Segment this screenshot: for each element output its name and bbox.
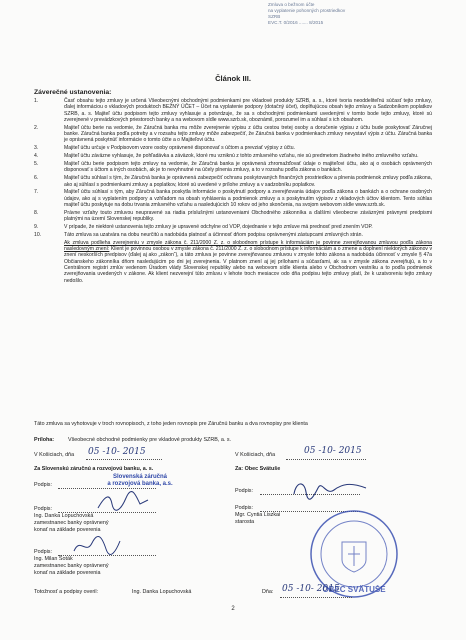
- provision-item: [34, 189, 432, 208]
- header-stamp-line: Zmluva o bežnom účte: [268, 2, 315, 7]
- right-sign-label: Podpis:: [235, 488, 253, 494]
- provision-number: 1.: [34, 98, 39, 104]
- left-party-name: Za Slovenskú záručnú a rozvojovú banku, a. s.: [34, 466, 154, 472]
- provision-number: 4.: [34, 153, 39, 160]
- provision-item: [34, 210, 432, 223]
- provision-number: 7.: [34, 189, 39, 196]
- provision-text: V prípade, že niektoré ustanovenia tejto zmluvy je upravené odchylne od VOP, dojednanie v tejto zmluve má prednosť pred znením VOP.: [64, 224, 373, 231]
- provision-text: Majiteľ účtu berie podpisom tejto zmluvy na vedomie, že Záručná banka je oprávnená zhromažďovať údaje o majiteľovi účtu, ako aj o osobách oprávnených disponovať s účtom a iných osobách, ak je to nevyhnutné na účely plnenia zmluvy, a to v rozsahu podľa zákona o bankách.: [64, 161, 432, 174]
- appendix-label: Príloha:: [34, 437, 55, 443]
- provision-number: 9.: [34, 224, 39, 231]
- verification-date-line: [280, 597, 352, 598]
- provision-number: 2.: [34, 124, 39, 131]
- provision-text: Časť obsahu tejto zmluvy je určená Všeobecnými obchodnými podmienkami pre vkladové produkty SZRB, a. s., ktoré tvoria neoddeliteľnú súčasť tejto zmluvy, ďalej informáciou o vkladových produktoch BEŽNÝ ÚČET – Účet na vyplatenie podpory (dotačný účet), doplňujúcou obsah tejto zmluvy a Sadzobníkom poplatkov SZRB, a. s. Majiteľ účtu podpisom tejto zmluvy vyhlasuje a potvrdzuje, že sa s obchodnými podmienkami uvedenými v tomto bode tejto zmluvy, ktoré sú zverejnené v prevádzkových priestoroch banky a na webovom sídle www.szrb.sk, oboznámil, porozumel im a súhlasí s ich obsahom.: [64, 98, 432, 123]
- provision-text: Majiteľ účtu berie na vedomie, že Záručná banka mu môže zverejnenie výpisu z účtu cestou tretej osoby a doručenie výpisu z účtu bude poskytovať Záručnej banke. Záručná banka podľa potreby a v rozsahu tejto zmluvy môže zabezpečiť, že Záručná banka v podmienkach zmluvy nevystaví výpis z účtu. Záručná banka je oprávnená poskytnúť informácie o tomto účte a o Majiteľovi účtu.: [64, 124, 432, 144]
- provision-text: Majiteľ účtu súhlasí s tým, že Záručná banka je oprávnená zabezpečiť ochranu poskytovaných finančných prostriedkov a plnenia podmienok zmluvy podľa zákona, ako aj súhlasí s podmienkami zmluvy a poplatkov, ktoré sú uvedené v prílohe zmluvy a v sadzobníku poplatkov.: [64, 175, 432, 188]
- provision-text: Majiteľ účtu záväzne vyhlasuje, že pohľadávka a záväzok, ktoré mu vzniknú z tohto zmluvného vzťahu, nie sú predmetom žiadneho iného zmluvného vzťahu.: [64, 153, 419, 160]
- seal-text: OBEC SVÄTUŠE: [322, 585, 386, 594]
- provision-item: [34, 145, 432, 151]
- provision-item: [34, 153, 432, 159]
- left-signer2-name: Ing. Milan Šoták: [34, 556, 73, 562]
- verification-date-label: Dňa:: [262, 589, 274, 595]
- header-stamp-line: EVC.T. 0/2016 ....... 8/2015: [268, 20, 324, 25]
- provision-text: Majiteľ účtu súhlasí s tým, aby Záručná banka poskytla informácie o poskytnutí podpory a zverejňovania údajov podľa zákona o bankách a o ochrane osobných údajov, ako aj s vyplatením podpory a vzhľadom na obsah vyhlásenia a podmienok zmluvy a s poskytnutím výpisov z vkladových účtov klientom. Tento súhlas majiteľ účtu poskytuje na dobu trvania zmluvného vzťahu a nasledujúcich 10 rokov od jeho skončenia, na svojom webovom sídle www.szrb.sk.: [64, 189, 432, 209]
- right-party-name: Za: Obec Svätuše: [235, 466, 281, 472]
- provision-item: [34, 232, 432, 238]
- provision-number: 8.: [34, 209, 39, 216]
- closing-statement: Táto zmluva sa vyhotovuje v troch rovnopisoch, z toho jeden rovnopis pre Záručnú banku a dva rovnopisy pre klienta: [34, 421, 308, 427]
- header-stamp-line: SZRB: [268, 14, 281, 19]
- page-number: 2: [231, 606, 235, 612]
- article-title: Článok III.: [215, 74, 251, 83]
- left-signer1-authority: konať na základe poverenia: [34, 527, 101, 533]
- provision-number: 3.: [34, 145, 39, 152]
- left-sign-label: Podpis:: [34, 482, 52, 488]
- left-signer1-sign-label: Podpis:: [34, 506, 52, 512]
- left-signer2-authority: konať na základe poverenia: [34, 570, 101, 576]
- appendix-text: Všeobecné obchodné podmienky pre vkladové produkty SZRB, a. s.: [68, 437, 232, 443]
- right-signer-name: Mgr. Cyntia Liszkai: [235, 512, 281, 518]
- verification-name: Ing. Danka Lopuchovská: [132, 589, 192, 595]
- provision-number: 10.: [34, 231, 42, 238]
- header-stamp-line: na vyplatenie pohonných prostriedkov: [268, 8, 346, 13]
- publication-note: [34, 240, 432, 284]
- provision-text: Právne vzťahy touto zmluvou neupravené sa riadia príslušnými ustanoveniami Obchodného zákonníka a ďalšími všeobecne záväznými právnymi predpismi platnými na území Slovenskej republiky.: [64, 209, 432, 223]
- provision-text: Táto zmluva sa uzatvára na dobu neurčitú a nadobúda platnosť a účinnosť dňom podpisu oprávnenými zástupcami zmluvných strán.: [64, 231, 363, 238]
- left-sign-line: [58, 488, 156, 489]
- left-handwritten-date: 05 -10- 2015: [88, 447, 146, 457]
- header-registration-stamp: [268, 2, 364, 50]
- right-signature: [290, 476, 370, 504]
- provision-item: [34, 175, 432, 188]
- provision-item: [34, 161, 432, 174]
- provision-item: [34, 224, 432, 230]
- left-signer2-sign-label: Podpis:: [34, 549, 52, 555]
- provisions-list: [34, 98, 432, 284]
- bank-stamp-line: a rozvojová banka, a.s.: [107, 480, 173, 487]
- right-city-label: V Košiciach, dňa: [235, 452, 276, 458]
- provision-text: Majiteľ účtu určuje v Podpisovom vzore osoby oprávnené disponovať s účtom a prevziať výpisy z účtu.: [64, 145, 295, 152]
- bank-stamp: [95, 474, 185, 487]
- provision-number: 5.: [34, 161, 39, 168]
- left-signer1-role: zamestnanec banky oprávnený: [34, 520, 109, 526]
- verification-handwritten-date: 05 -10- 2015: [282, 584, 340, 594]
- right-signer-sign-label: Podpis:: [235, 505, 253, 511]
- provision-number: 6.: [34, 175, 39, 182]
- right-handwritten-date: 05 -10- 2015: [304, 446, 362, 456]
- publication-note-heading: Ak zmluva podlieha zverejneniu v zmysle zákona č. 211/2000 Z. z. o slobodnom prístupe k informáciám je povinne zverejňovanou zmluvou podľa zákona nasledovným znení:: [64, 239, 432, 253]
- left-signer1-name: Ing. Danka Lopuchovská: [34, 513, 94, 519]
- provision-item: [34, 98, 432, 123]
- verification-label: Totožnosť a podpisy overil:: [34, 589, 99, 595]
- right-signer-role: starosta: [235, 519, 255, 525]
- publication-note-text: Klient je povinnou osobou v zmysle zákona č. 211/2000 Z. z. o slobodnom prístupe k informáciám a o zmene a doplnení niektorých zákonov v znení neskorších predpisov (ďalej aj ako „zákon“), a táto zmluva je povinne zverejňovanou zmluvou v zmysle tohto zákona a nadobúda účinnosť v zmysle § 47a Občianskeho zákonníka dňom nasledujúcim po dni jej zverejnenia. V platnom znení aj jej prílohami a súčasťami, ak sa v zmysle zákona zverejňujú, a to v Centrálnom registri zmlúv vedenom Úradom vlády Slovenskej republiky alebo na webovom sídle klienta alebo v Obchodnom vestníku a to podľa podmienok zverejňovania uvedených v zákone. Ak klient nezverejní túto zmluvu v lehote troch mesiacov odo dňa podpisu tejto zmluvy platí, že k uzatvoreniu tejto zmluvy nedošlo.: [64, 246, 432, 284]
- bank-stamp-line: Slovenská záručná: [112, 474, 168, 480]
- left-signature-1: [96, 490, 151, 514]
- left-date-line: [86, 459, 162, 460]
- left-signer2-role: zamestnanec banky oprávnený: [34, 563, 109, 569]
- left-signature-2: [72, 535, 122, 557]
- left-city-label: V Košiciach, dňa: [34, 452, 75, 458]
- provision-item: [34, 125, 432, 144]
- right-date-line: [286, 459, 366, 460]
- section-subtitle: Záverečné ustanovenia:: [34, 89, 112, 96]
